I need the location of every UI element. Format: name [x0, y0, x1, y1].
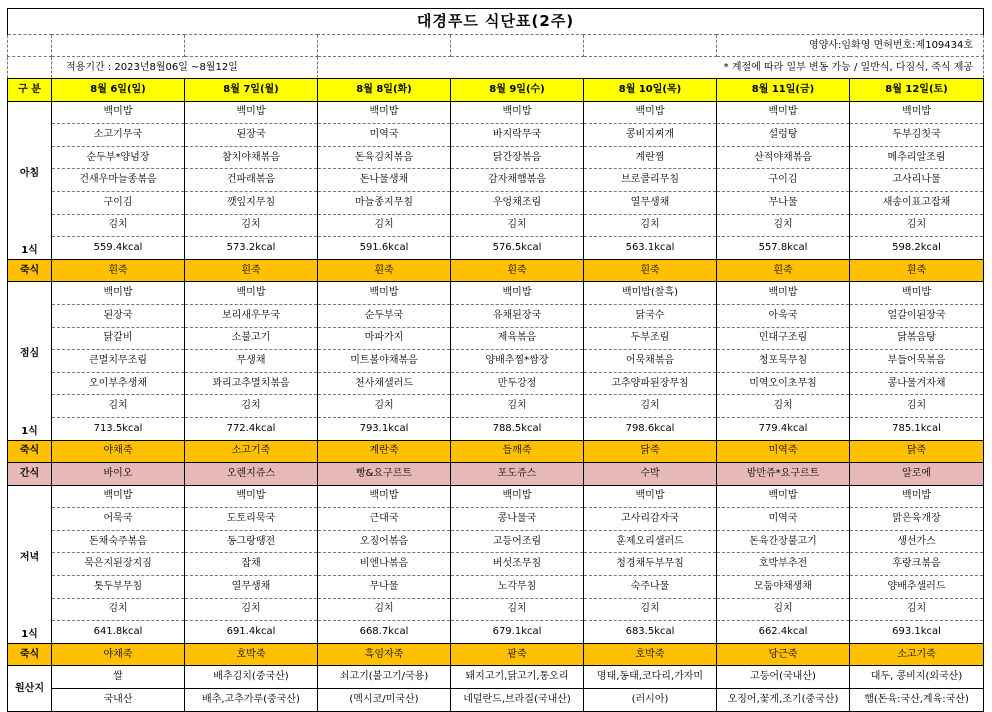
menu-item: 된장국	[185, 124, 318, 147]
juk-item: 닭죽	[584, 440, 717, 463]
day-header: 8월 6일(일)	[52, 79, 185, 102]
menu-item: 고사리나물	[850, 169, 984, 192]
juk-item: 계란죽	[318, 440, 451, 463]
menu-item: 후랑크볶음	[850, 553, 984, 576]
breakfast-dish-row	[8, 169, 984, 192]
menu-item: 소불고기	[185, 327, 318, 350]
menu-item: 백미밥	[584, 485, 717, 508]
dinner-kcal-row	[8, 621, 984, 644]
juk-item: 호박죽	[584, 643, 717, 666]
menu-item: 김치	[451, 598, 584, 621]
origin-item: (멕시코/미국산)	[318, 689, 451, 712]
menu-item: 백미밥	[850, 485, 984, 508]
breakfast-label	[8, 101, 52, 259]
snack-item: 알로에	[850, 463, 984, 486]
kcal-value: 798.6kcal	[584, 417, 717, 440]
snack-item: 오렌지쥬스	[185, 463, 318, 486]
menu-item: 열무생채	[185, 576, 318, 599]
kcal-value: 576.5kcal	[451, 237, 584, 260]
lunch-dish-row	[8, 350, 984, 373]
kcal-value: 779.4kcal	[717, 417, 850, 440]
juk-item: 들깨죽	[451, 440, 584, 463]
menu-item: 얼갈이된장국	[850, 304, 984, 327]
menu-item: 도토리묵국	[185, 508, 318, 531]
kcal-value: 563.1kcal	[584, 237, 717, 260]
menu-item: 백미밥	[451, 101, 584, 124]
menu-item: 김치	[850, 598, 984, 621]
lunch-dish-row	[8, 282, 984, 305]
menu-table-body	[8, 9, 984, 712]
day-header: 8월 8일(화)	[318, 79, 451, 102]
menu-item: 새송이표고잡채	[850, 191, 984, 214]
menu-item: 닭국수	[584, 304, 717, 327]
menu-item: 김치	[318, 214, 451, 237]
kcal-value: 662.4kcal	[717, 621, 850, 644]
lunch-label	[8, 282, 52, 440]
juk-item: 흑임자죽	[318, 643, 451, 666]
juk-item: 흰죽	[584, 259, 717, 282]
lunch-dish-row	[8, 327, 984, 350]
origin-item: 대두, 콩비지(외국산)	[850, 666, 984, 689]
menu-item: 미트볼야채볶음	[318, 350, 451, 373]
juk-item: 미역죽	[717, 440, 850, 463]
menu-item: 청경채두부무침	[584, 553, 717, 576]
kcal-value: 693.1kcal	[850, 621, 984, 644]
menu-item: 오이부추생채	[52, 372, 185, 395]
origin-item: 국내산	[52, 689, 185, 712]
menu-item: 백미밥	[451, 485, 584, 508]
menu-item: 닭볶음탕	[850, 327, 984, 350]
breakfast-dish-row	[8, 101, 984, 124]
menu-item: 묵은지된장지짐	[52, 553, 185, 576]
dinner-dish-row	[8, 508, 984, 531]
menu-item: 무생채	[185, 350, 318, 373]
menu-item: 김치	[850, 395, 984, 418]
menu-item: 설렁탕	[717, 124, 850, 147]
lunch-meal-name: 점심	[19, 348, 40, 360]
menu-item: 큰멸치무조림	[52, 350, 185, 373]
menu-item: 생선가스	[850, 530, 984, 553]
menu-item: 버섯조무침	[451, 553, 584, 576]
menu-item: 계란찜	[584, 146, 717, 169]
menu-item: 김치	[451, 214, 584, 237]
juk-item: 소고기죽	[850, 643, 984, 666]
menu-item: 백미밥	[52, 282, 185, 305]
origin-item: 네덜란드,브라질(국내산)	[451, 689, 584, 712]
menu-item: 메추리알조림	[850, 146, 984, 169]
menu-item: 모둠야채생채	[717, 576, 850, 599]
menu-item: 백미밥	[52, 101, 185, 124]
origin-item: 돼지고기,닭고기,통오리	[451, 666, 584, 689]
origin-item: 쇠고기(불고기/국용)	[318, 666, 451, 689]
menu-item: 구이김	[717, 169, 850, 192]
juk-item: 야채죽	[52, 440, 185, 463]
menu-item: 브로콜리무침	[584, 169, 717, 192]
menu-table	[7, 8, 984, 712]
header-row	[8, 79, 984, 102]
menu-item: 김치	[584, 395, 717, 418]
juk-item: 흰죽	[451, 259, 584, 282]
juk-item: 흰죽	[850, 259, 984, 282]
menu-item: 김치	[451, 395, 584, 418]
juk-label: 죽식	[8, 259, 52, 282]
menu-item: 제육볶음	[451, 327, 584, 350]
menu-item: 고등어조림	[451, 530, 584, 553]
notice-text: * 계절에 따라 일부 변동 가능 / 일반식, 다짐식, 죽식 제공	[318, 57, 984, 79]
menu-item: 마늘종지무침	[318, 191, 451, 214]
menu-item: 마파가지	[318, 327, 451, 350]
dinner-dish-row	[8, 598, 984, 621]
kcal-value: 788.5kcal	[451, 417, 584, 440]
title-row	[8, 9, 984, 35]
lunch-dish-row	[8, 304, 984, 327]
menu-item: 김치	[318, 598, 451, 621]
menu-item: 꽈리고추멸치볶음	[185, 372, 318, 395]
kcal-value: 785.1kcal	[850, 417, 984, 440]
menu-item: 고사리감자국	[584, 508, 717, 531]
lunch-label-wrap	[9, 282, 50, 436]
origin-item: 오징어,꽃게,조기(중국산)	[717, 689, 850, 712]
day-header: 8월 11일(금)	[717, 79, 850, 102]
menu-item: 김치	[584, 598, 717, 621]
menu-item: 훈제오리샐러드	[584, 530, 717, 553]
lunch-serving-label: 1식	[21, 425, 38, 437]
dinner-dish-row	[8, 576, 984, 599]
origin-item: 명태,동태,코다리,가자미	[584, 666, 717, 689]
juk-item: 닭죽	[850, 440, 984, 463]
menu-item: 김치	[52, 598, 185, 621]
menu-item: 김치	[584, 214, 717, 237]
menu-item: 부들어묵볶음	[850, 350, 984, 373]
menu-item: 백미밥	[318, 485, 451, 508]
lunch-juk-row	[8, 440, 984, 463]
juk-item: 흰죽	[717, 259, 850, 282]
kcal-value: 679.1kcal	[451, 621, 584, 644]
menu-item: 돈육간장불고기	[717, 530, 850, 553]
origin-item: 고등어(국내산)	[717, 666, 850, 689]
menu-item: 두부조림	[584, 327, 717, 350]
breakfast-dish-row	[8, 214, 984, 237]
kcal-value: 691.4kcal	[185, 621, 318, 644]
breakfast-dish-row	[8, 191, 984, 214]
breakfast-dish-row	[8, 124, 984, 147]
menu-item: 만두강정	[451, 372, 584, 395]
menu-item: 보리새우무국	[185, 304, 318, 327]
menu-item: 백미밥	[717, 101, 850, 124]
kcal-value: 557.8kcal	[717, 237, 850, 260]
menu-item: 천사채샐러드	[318, 372, 451, 395]
menu-item: 콩나물국	[451, 508, 584, 531]
breakfast-juk-row	[8, 259, 984, 282]
menu-item: 고추양파된장무침	[584, 372, 717, 395]
menu-item: 숙주나물	[584, 576, 717, 599]
menu-item: 백미밥	[185, 485, 318, 508]
menu-item: 백미밥	[318, 282, 451, 305]
kcal-value: 772.4kcal	[185, 417, 318, 440]
menu-item: 김치	[717, 395, 850, 418]
menu-item: 맑은육개장	[850, 508, 984, 531]
day-header: 8월 10일(목)	[584, 79, 717, 102]
dinner-serving-label: 1식	[21, 628, 38, 640]
origin-item: 햄(돈육:국산,계육:국산)	[850, 689, 984, 712]
juk-item: 흰죽	[185, 259, 318, 282]
kcal-value: 668.7kcal	[318, 621, 451, 644]
juk-item: 흰죽	[318, 259, 451, 282]
menu-item: 두부김칫국	[850, 124, 984, 147]
menu-item: 구이김	[52, 191, 185, 214]
menu-item: 콩비지찌개	[584, 124, 717, 147]
menu-item: 백미밥	[850, 282, 984, 305]
menu-item: 유채된장국	[451, 304, 584, 327]
breakfast-meal-name: 아침	[19, 167, 40, 179]
menu-item: 김치	[850, 214, 984, 237]
menu-item: 김치	[318, 395, 451, 418]
menu-item: 백미밥	[850, 101, 984, 124]
dinner-juk-row	[8, 643, 984, 666]
menu-item: 김치	[185, 395, 318, 418]
menu-item: 김치	[52, 395, 185, 418]
menu-item: 무나물	[318, 576, 451, 599]
menu-item: 미역오이초무침	[717, 372, 850, 395]
origin-row	[8, 689, 984, 712]
menu-item: 양배추찜*쌈장	[451, 350, 584, 373]
menu-item: 백미밥	[584, 101, 717, 124]
menu-item: 백미밥(찰흑)	[584, 282, 717, 305]
day-header: 8월 9일(수)	[451, 79, 584, 102]
day-header: 8월 12일(토)	[850, 79, 984, 102]
menu-item: 바지락무국	[451, 124, 584, 147]
menu-item: 깻잎지무침	[185, 191, 318, 214]
juk-item: 호박죽	[185, 643, 318, 666]
menu-item: 된장국	[52, 304, 185, 327]
menu-item: 순두부*양념장	[52, 146, 185, 169]
origin-row	[8, 666, 984, 689]
period-row	[8, 57, 984, 79]
period-text: 적용기간 : 2023년8월06일 ~8월12일	[52, 57, 318, 79]
breakfast-dish-row	[8, 146, 984, 169]
menu-item: 어묵국	[52, 508, 185, 531]
kcal-value: 793.1kcal	[318, 417, 451, 440]
menu-item: 감자채햄볶음	[451, 169, 584, 192]
breakfast-serving-label: 1식	[21, 244, 38, 256]
origin-label: 원산지	[8, 666, 52, 711]
snack-item: 밤만쥬*요구르트	[717, 463, 850, 486]
origin-item: 배추,고추가루(중국산)	[185, 689, 318, 712]
menu-item: 산적야채볶음	[717, 146, 850, 169]
snack-label: 간식	[8, 463, 52, 486]
dinner-dish-row	[8, 530, 984, 553]
snack-row	[8, 463, 984, 486]
juk-item: 야채죽	[52, 643, 185, 666]
menu-item: 무나물	[717, 191, 850, 214]
breakfast-kcal-row	[8, 237, 984, 260]
juk-item: 팥죽	[451, 643, 584, 666]
menu-item: 닭갈비	[52, 327, 185, 350]
kcal-value: 641.8kcal	[52, 621, 185, 644]
page-title: 대경푸드 식단표(2주)	[8, 9, 984, 35]
juk-item: 당근죽	[717, 643, 850, 666]
juk-label: 죽식	[8, 643, 52, 666]
kcal-value: 683.5kcal	[584, 621, 717, 644]
dietitian-info: 영양사:임화영 면허번호:제109434호	[717, 35, 984, 57]
kcal-value: 598.2kcal	[850, 237, 984, 260]
dietitian-row	[8, 35, 984, 57]
menu-item: 소고기무국	[52, 124, 185, 147]
kcal-value: 713.5kcal	[52, 417, 185, 440]
origin-item: 배추김치(중국산)	[185, 666, 318, 689]
menu-item: 백미밥	[451, 282, 584, 305]
menu-item: 미역국	[717, 508, 850, 531]
menu-item: 백미밥	[717, 282, 850, 305]
menu-item: 아욱국	[717, 304, 850, 327]
menu-item: 열무생채	[584, 191, 717, 214]
dinner-label	[8, 485, 52, 643]
origin-item: (러시아)	[584, 689, 717, 712]
lunch-dish-row	[8, 372, 984, 395]
menu-item: 김치	[52, 214, 185, 237]
dinner-dish-row	[8, 553, 984, 576]
menu-item: 근대국	[318, 508, 451, 531]
day-header: 8월 7일(월)	[185, 79, 318, 102]
snack-item: 바이오	[52, 463, 185, 486]
menu-item: 백미밥	[318, 101, 451, 124]
menu-item: 톳두부무침	[52, 576, 185, 599]
menu-item: 김치	[717, 214, 850, 237]
dinner-label-wrap	[9, 486, 50, 640]
origin-item: 쌀	[52, 666, 185, 689]
menu-item: 돈채숙주볶음	[52, 530, 185, 553]
juk-label: 죽식	[8, 440, 52, 463]
menu-item: 순두부국	[318, 304, 451, 327]
kcal-value: 559.4kcal	[52, 237, 185, 260]
menu-item: 김치	[185, 214, 318, 237]
menu-item: 청포묵무침	[717, 350, 850, 373]
dinner-dish-row	[8, 485, 984, 508]
juk-item: 흰죽	[52, 259, 185, 282]
header-label: 구 분	[8, 79, 52, 102]
menu-item: 잡채	[185, 553, 318, 576]
menu-item: 백미밥	[185, 282, 318, 305]
menu-item: 미역국	[318, 124, 451, 147]
menu-item: 어묵채볶음	[584, 350, 717, 373]
lunch-dish-row	[8, 395, 984, 418]
menu-item: 노각무침	[451, 576, 584, 599]
menu-item: 양배추샐러드	[850, 576, 984, 599]
menu-item: 호박부추전	[717, 553, 850, 576]
dinner-meal-name: 저녁	[19, 551, 40, 563]
menu-item: 건파래볶음	[185, 169, 318, 192]
menu-item: 동그랑땡전	[185, 530, 318, 553]
menu-item: 김치	[717, 598, 850, 621]
menu-item: 돈육김치볶음	[318, 146, 451, 169]
menu-item: 건새우마늘종볶음	[52, 169, 185, 192]
menu-item: 백미밥	[52, 485, 185, 508]
menu-item: 돈나물생채	[318, 169, 451, 192]
menu-item: 김치	[185, 598, 318, 621]
lunch-kcal-row	[8, 417, 984, 440]
juk-item: 소고기죽	[185, 440, 318, 463]
menu-item: 민대구조림	[717, 327, 850, 350]
menu-item: 백미밥	[185, 101, 318, 124]
kcal-value: 591.6kcal	[318, 237, 451, 260]
menu-item: 닭간장볶음	[451, 146, 584, 169]
menu-item: 오징어볶음	[318, 530, 451, 553]
menu-item: 비엔나볶음	[318, 553, 451, 576]
menu-item: 참치야채볶음	[185, 146, 318, 169]
menu-item: 콩나물겨자채	[850, 372, 984, 395]
snack-item: 빵&요구르트	[318, 463, 451, 486]
snack-item: 포도쥬스	[451, 463, 584, 486]
snack-item: 수박	[584, 463, 717, 486]
breakfast-label-wrap	[9, 102, 50, 256]
menu-item: 백미밥	[717, 485, 850, 508]
menu-item: 우엉채조림	[451, 191, 584, 214]
kcal-value: 573.2kcal	[185, 237, 318, 260]
